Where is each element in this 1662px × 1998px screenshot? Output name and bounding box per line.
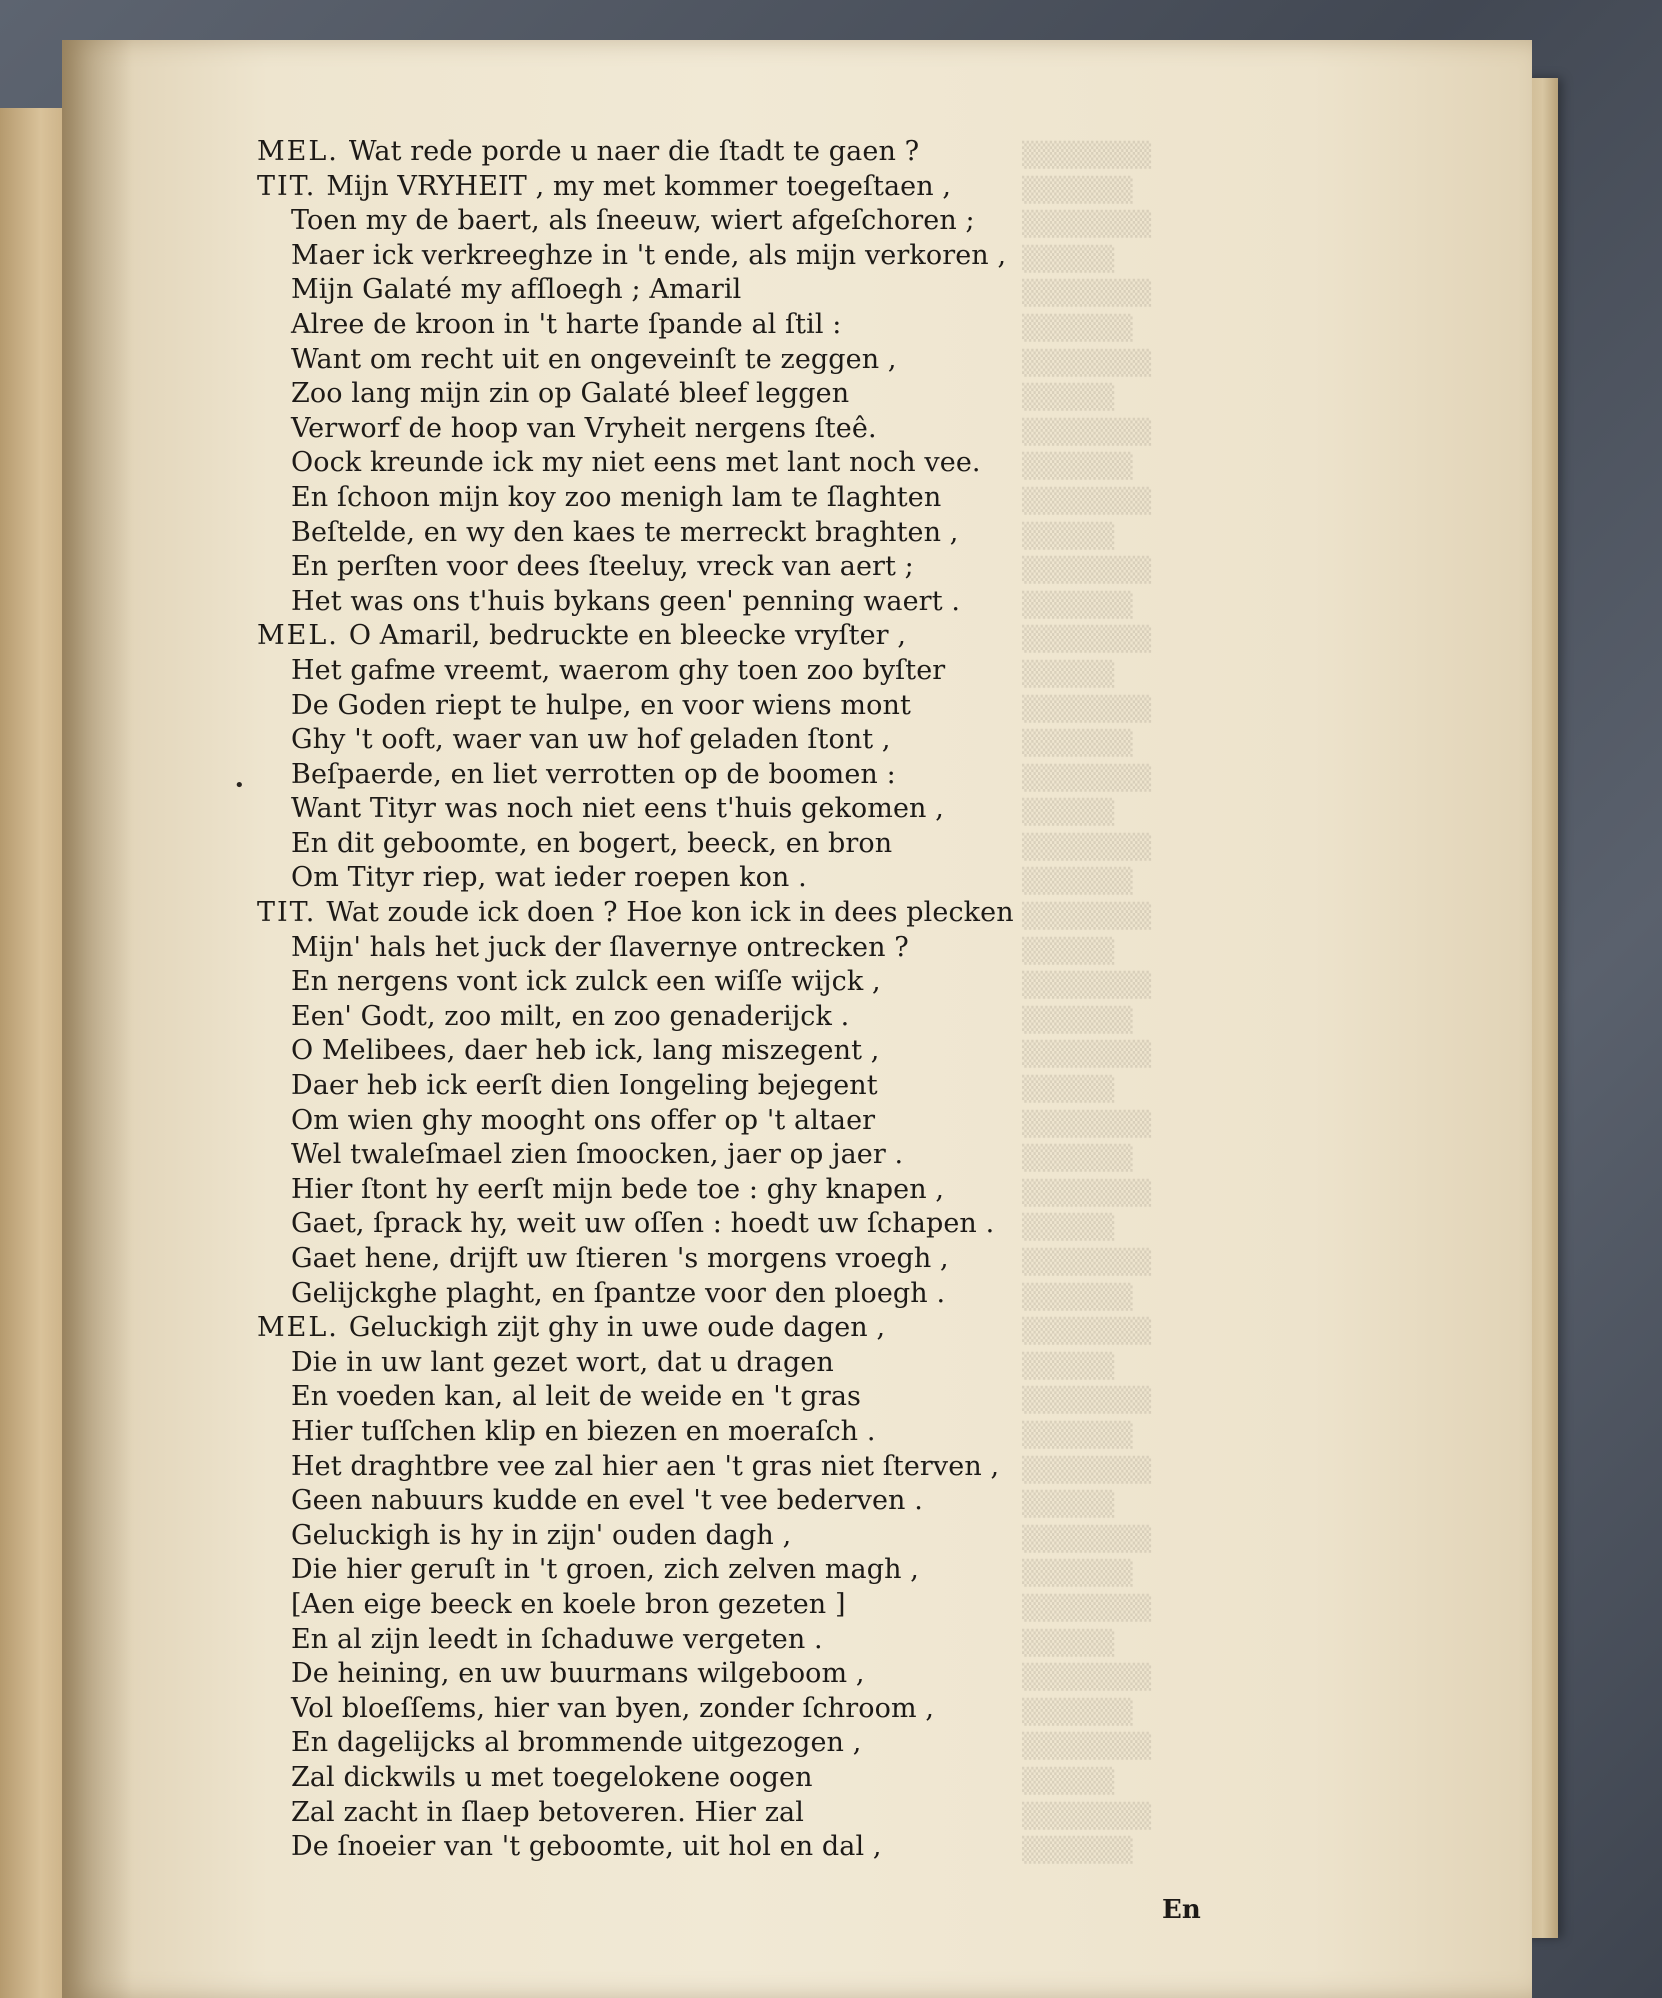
verse-text: En dit geboomte, en bogert, beeck, en bron bbox=[291, 827, 893, 859]
verse-line bbox=[257, 654, 1187, 689]
verse-line bbox=[257, 896, 1187, 931]
speaker-label: TIT. bbox=[257, 170, 317, 202]
verse-text: Gaet, ſprack hy, weit uw oſſen : hoedt uw ſchapen . bbox=[291, 1208, 995, 1240]
verse-line bbox=[257, 1311, 1187, 1346]
speaker-label: MEL. bbox=[257, 620, 339, 652]
verse-line bbox=[257, 1761, 1187, 1796]
verse-text: Vol bloeſſems, hier van byen, zonder ſchroom , bbox=[291, 1692, 935, 1724]
verse-line bbox=[257, 1207, 1187, 1242]
verse-line bbox=[257, 1830, 1187, 1865]
verse-text: Want Tityr was noch niet eens t'huis gekomen , bbox=[291, 793, 944, 825]
verse-line bbox=[257, 965, 1187, 1000]
verse-text: O Melibees, daer heb ick, lang miszegent , bbox=[291, 1035, 880, 1067]
verse-text: Verworf de hoop van Vryheit nergens ſteê. bbox=[291, 412, 877, 444]
verse-line bbox=[257, 135, 1187, 170]
verse-line bbox=[257, 1657, 1187, 1692]
verse-line bbox=[257, 1277, 1187, 1312]
verse-text: Geluckigh zijt ghy in uwe oude dagen , bbox=[348, 1312, 886, 1344]
verse-text: Oock kreunde ick my niet eens met lant noch vee. bbox=[291, 447, 981, 479]
verse-text: En dagelijcks al brommende uitgezogen , bbox=[291, 1727, 862, 1759]
verse-line bbox=[257, 1000, 1187, 1035]
verse-line bbox=[257, 619, 1187, 654]
verse-text: De Goden riept te hulpe, en voor wiens mont bbox=[291, 689, 911, 721]
speaker-label: MEL. bbox=[257, 1312, 339, 1344]
verse-line bbox=[257, 861, 1187, 896]
verse-line bbox=[257, 1346, 1187, 1381]
verse-line bbox=[257, 723, 1187, 758]
verse-line bbox=[257, 412, 1187, 447]
verse-line bbox=[257, 1380, 1187, 1415]
verse-line bbox=[257, 1104, 1187, 1139]
verse-text: En al zijn leedt in ſchaduwe vergeten . bbox=[291, 1623, 823, 1655]
verse-text: Beſtelde, en wy den kaes te merreckt braghten , bbox=[291, 516, 959, 548]
verse-text: Mijn VRYHEIT , my met kommer toegeſtaen , bbox=[326, 170, 952, 202]
book-page bbox=[62, 40, 1532, 1998]
verse-line bbox=[257, 1242, 1187, 1277]
verse-line bbox=[257, 1588, 1187, 1623]
verse-line bbox=[257, 1553, 1187, 1588]
verse-text: Wel twaleſmael zien ſmoocken, jaer op jaer . bbox=[291, 1139, 904, 1171]
verse-text: En ſchoon mijn koy zoo menigh lam te ſlaghten bbox=[291, 481, 942, 513]
verse-line bbox=[257, 689, 1187, 724]
verse-text: En voeden kan, al leit de weide en 't gras bbox=[291, 1381, 861, 1413]
verse-line bbox=[257, 516, 1187, 551]
verse-line bbox=[257, 1450, 1187, 1485]
verse-text: Die in uw lant gezet wort, dat u dragen bbox=[291, 1346, 834, 1378]
verse-text: Toen my de baert, als ſneeuw, wiert afgeſchoren ; bbox=[291, 205, 975, 237]
verse-text: Een' Godt, zoo milt, en zoo genaderijck . bbox=[291, 1000, 850, 1032]
bleed-through-text: ▒▒▒▒▒▒▒ ▒▒▒▒▒▒ ▒▒▒▒▒▒▒ ▒▒▒▒▒ ▒▒▒▒▒▒▒ ▒▒▒▒▒▒ ▒▒▒▒▒▒▒ ▒▒▒▒▒ ▒▒▒▒▒▒▒ ▒▒▒▒▒▒ ▒▒▒▒▒▒▒ ▒▒▒▒▒ ▒▒▒▒▒▒▒ ▒▒▒▒▒▒ ▒▒▒▒▒▒▒ ▒▒▒▒▒ ▒▒▒▒▒▒▒ ▒▒▒▒▒▒ ▒▒▒▒▒▒▒ ▒▒▒▒▒ ▒▒▒▒▒▒▒ ▒▒▒▒▒▒ ▒▒▒▒▒▒▒ ▒▒▒▒▒ ▒▒▒▒▒▒▒ ▒▒▒▒▒▒ ▒▒▒▒▒▒▒ ▒▒▒▒▒ ▒▒▒▒▒▒▒ ▒▒▒▒▒▒ ▒▒▒▒▒▒▒ ▒▒▒▒▒ ▒▒▒▒▒▒▒ ▒▒▒▒▒▒ ▒▒▒▒▒▒▒ ▒▒▒▒▒ ▒▒▒▒▒▒▒ ▒▒▒▒▒▒ ▒▒▒▒▒▒▒ ▒▒▒▒▒ ▒▒▒▒▒▒▒ ▒▒▒▒▒▒ ▒▒▒▒▒▒▒ ▒▒▒▒▒ ▒▒▒▒▒▒▒ ▒▒▒▒▒▒ ▒▒▒▒▒▒▒ ▒▒▒▒▒ ▒▒▒▒▒▒▒ ▒▒▒▒▒▒ bbox=[1022, 141, 1152, 1865]
verse-text-block bbox=[257, 135, 1187, 1865]
verse-line bbox=[257, 931, 1187, 966]
verse-text: Mijn' hals het juck der ſlavernye ontrecken ? bbox=[291, 931, 909, 963]
verse-text: Om wien ghy mooght ons offer op 't altaer bbox=[291, 1104, 876, 1136]
verse-text: Gaet hene, drijft uw ſtieren 's morgens vroegh , bbox=[291, 1243, 949, 1274]
verse-text: Het was ons t'huis bykans geen' penning waert . bbox=[291, 585, 961, 617]
verse-line bbox=[257, 170, 1187, 205]
verse-line bbox=[257, 1519, 1187, 1554]
verse-line bbox=[257, 446, 1187, 481]
verse-text: Mijn Galaté my afſloegh ; Amaril bbox=[291, 274, 742, 306]
verse-line bbox=[257, 1692, 1187, 1727]
verse-line bbox=[257, 550, 1187, 585]
verse-line bbox=[257, 1726, 1187, 1761]
verse-text: Wat zoude ick doen ? Hoe kon ick in dees plecken bbox=[326, 897, 1014, 929]
verse-text: Geen nabuurs kudde en evel 't vee bederven . bbox=[291, 1485, 923, 1517]
verse-text: Hier tuſſchen klip en biezen en moeraſch . bbox=[291, 1415, 876, 1447]
verse-text: Daer heb ick eerſt dien Iongeling bejegent bbox=[291, 1070, 878, 1102]
verse-line bbox=[257, 273, 1187, 308]
verse-line bbox=[257, 1623, 1187, 1658]
verse-text: En nergens vont ick zulck een wiſſe wijck , bbox=[291, 966, 881, 998]
catchword: En bbox=[1162, 1895, 1201, 1925]
verse-text: Gelijckghe plaght, en ſpantze voor den ploegh . bbox=[291, 1277, 946, 1309]
verse-line bbox=[257, 377, 1187, 412]
verse-line bbox=[257, 204, 1187, 239]
verse-text: De ſnoeier van 't geboomte, uit hol en dal , bbox=[291, 1831, 882, 1863]
verse-line bbox=[257, 758, 1187, 793]
verse-text: Geluckigh is hy in zijn' ouden dagh , bbox=[291, 1519, 792, 1551]
verse-text: Zoo lang mijn zin op Galaté bleef leggen bbox=[291, 378, 850, 410]
verse-text: [Aen eige beeck en koele bron gezeten ] bbox=[291, 1588, 846, 1620]
verse-line bbox=[257, 308, 1187, 343]
verse-line bbox=[257, 239, 1187, 274]
verse-line bbox=[257, 1796, 1187, 1831]
verse-text: Beſpaerde, en liet verrotten op de boomen : bbox=[291, 758, 896, 790]
verse-text: O Amaril, bedruckte en bleecke vryſter , bbox=[348, 620, 907, 652]
speaker-label: MEL. bbox=[257, 136, 339, 167]
verse-text: Maer ick verkreeghze in 't ende, als mijn verkoren , bbox=[291, 239, 1007, 271]
verse-text: Hier ſtont hy eerſt mijn bede toe : ghy knapen , bbox=[291, 1173, 945, 1205]
verse-line bbox=[257, 1484, 1187, 1519]
speaker-label: TIT. bbox=[257, 897, 317, 929]
verse-line bbox=[257, 585, 1187, 620]
verse-line bbox=[257, 481, 1187, 516]
verse-line bbox=[257, 792, 1187, 827]
verse-line bbox=[257, 1034, 1187, 1069]
verse-text: Ghy 't ooft, waer van uw hof geladen ſtont , bbox=[291, 724, 891, 756]
verse-line bbox=[257, 827, 1187, 862]
verse-text: Het gafme vreemt, waerom ghy toen zoo byſter bbox=[291, 654, 946, 686]
verse-line bbox=[257, 1415, 1187, 1450]
verse-text: Die hier geruſt in 't groen, zich zelven magh , bbox=[291, 1554, 919, 1586]
verse-text: Wat rede porde u naer die ſtadt te gaen ? bbox=[348, 136, 920, 167]
verse-text: En perſten voor dees ſteeluy, vreck van aert ; bbox=[291, 551, 914, 583]
verse-line bbox=[257, 1173, 1187, 1208]
verse-text: De heining, en uw buurmans wilgeboom , bbox=[291, 1658, 865, 1690]
verse-text: Zal dickwils u met toegelokene oogen bbox=[291, 1761, 813, 1793]
verse-text: Want om recht uit en ongeveinſt te zeggen , bbox=[291, 343, 897, 375]
verse-line bbox=[257, 1138, 1187, 1173]
verse-text: Zal zacht in ſlaep betoveren. Hier zal bbox=[291, 1796, 804, 1828]
margin-dot: • bbox=[234, 775, 245, 796]
verse-text: Alree de kroon in 't harte ſpande al ſtil : bbox=[291, 308, 842, 340]
verse-line bbox=[257, 1069, 1187, 1104]
verse-text: Het draghtbre vee zal hier aen 't gras niet ſterven , bbox=[291, 1450, 1000, 1482]
verse-line bbox=[257, 343, 1187, 378]
verse-text: Om Tityr riep, wat ieder roepen kon . bbox=[291, 862, 807, 894]
